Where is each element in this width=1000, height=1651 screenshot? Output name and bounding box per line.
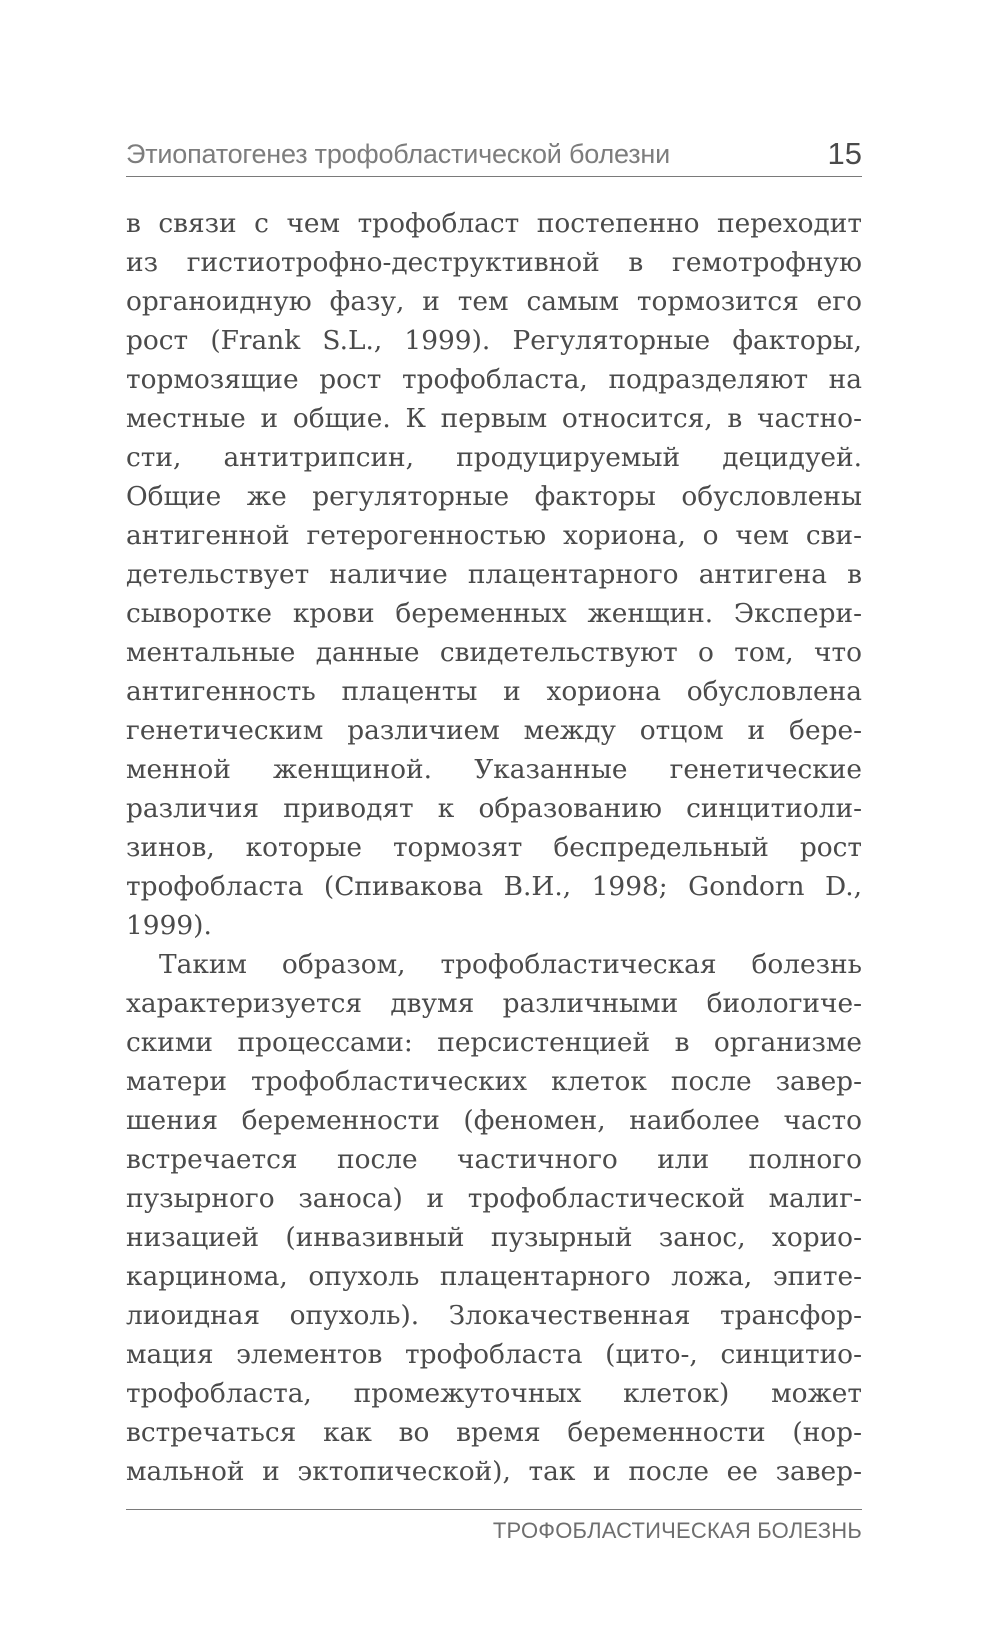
text-line: встречается после частичного или полного xyxy=(126,1144,862,1175)
text-line: пузырного заноса) и трофобластической малиг- xyxy=(126,1183,862,1214)
text-line: ментальные данные свидетельствуют о том, что xyxy=(126,637,862,668)
text-line: Общие же регуляторные факторы обусловлены xyxy=(126,481,862,512)
running-footer xyxy=(126,1509,862,1543)
text-line: различия приводят к образованию синцитиоли- xyxy=(126,793,862,824)
text-line: антигенность плаценты и хориона обусловлена xyxy=(126,676,862,707)
body-text xyxy=(126,204,862,1491)
running-header xyxy=(126,134,862,177)
text-line: шения беременности (феномен, наиболее часто xyxy=(126,1105,862,1136)
text-line: мация элементов трофобласта (цито-, синцитио- xyxy=(126,1339,862,1370)
text-line: лиоидная опухоль). Злокачественная трансфор- xyxy=(126,1300,862,1331)
text-line: менной женщиной. Указанные генетические xyxy=(126,754,862,785)
text-line: трофобласта (Спивакова В.И., 1998; Gondorn D., xyxy=(126,871,862,902)
text-line: низацией (инвазивный пузырный занос, хорио- xyxy=(126,1222,862,1253)
text-line: мальной и эктопической), так и после ее завер- xyxy=(126,1456,862,1487)
text-line: матери трофобластических клеток после завер- xyxy=(126,1066,862,1097)
text-line: сти, антитрипсин, продуцируемый децидуей. xyxy=(126,442,862,473)
text-line: встречаться как во время беременности (нор- xyxy=(126,1417,862,1448)
text-line: детельствует наличие плацентарного антигена в xyxy=(126,559,862,590)
text-line: органоидную фазу, и тем самым тормозится его xyxy=(126,286,862,317)
text-line: Таким образом, трофобластическая болезнь xyxy=(159,949,862,980)
text-line: трофобласта, промежуточных клеток) может xyxy=(126,1378,862,1409)
text-line: генетическим различием между отцом и бере- xyxy=(126,715,862,746)
page-number: 15 xyxy=(827,136,862,171)
running-header-title: Этиопатогенез трофобластической болезни xyxy=(126,139,671,169)
text-line: карцинома, опухоль плацентарного ложа, эпите- xyxy=(126,1261,862,1292)
text-line: сыворотке крови беременных женщин. Экспери- xyxy=(126,598,862,629)
text-line: рост (Frank S.L., 1999). Регуляторные факторы, xyxy=(126,325,862,356)
text-line: местные и общие. К первым относится, в частно- xyxy=(126,403,862,434)
text-line: характеризуется двумя различными биологиче- xyxy=(126,988,862,1019)
text-line: из гистиотрофно-деструктивной в гемотрофную xyxy=(126,247,862,278)
text-line: в связи с чем трофобласт постепенно переходит xyxy=(126,208,862,239)
text-line: тормозящие рост трофобласта, подразделяют на xyxy=(126,364,862,395)
text-line: антигенной гетерогенностью хориона, о чем сви- xyxy=(126,520,862,551)
running-footer-title: ТРОФОБЛАСТИЧЕСКАЯ БОЛЕЗНЬ xyxy=(492,1518,862,1543)
text-line: 1999). xyxy=(126,910,212,941)
paragraph-2 xyxy=(126,945,862,1491)
text-line: скими процессами: персистенцией в организме xyxy=(126,1027,862,1058)
text-line: зинов, которые тормозят беспредельный рост xyxy=(126,832,862,863)
paragraph-1 xyxy=(126,204,862,945)
